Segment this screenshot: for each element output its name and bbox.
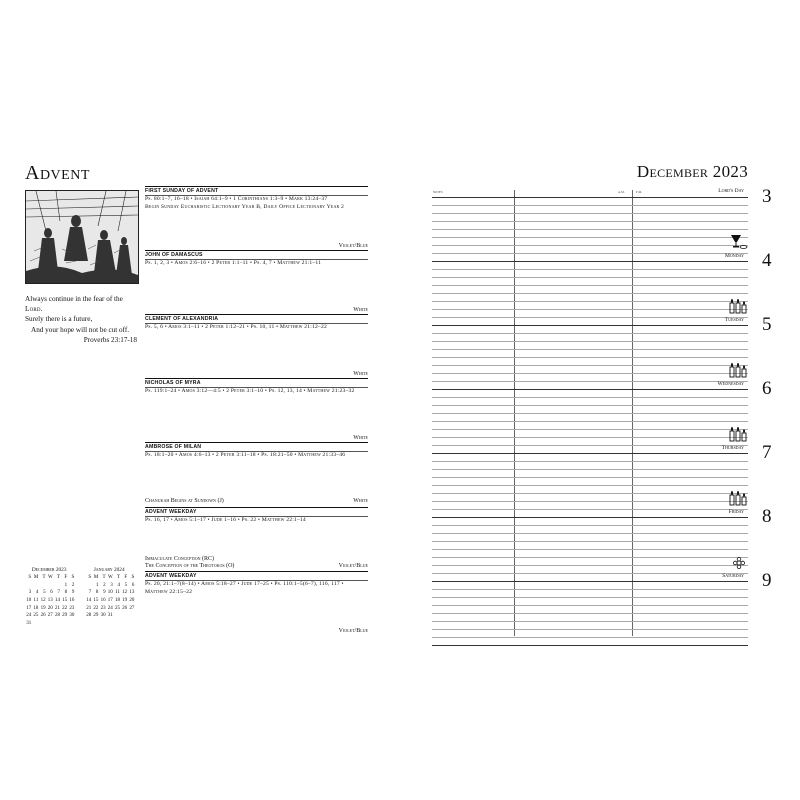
writing-line — [432, 637, 748, 638]
date-cell — [24, 582, 31, 590]
date-cell: 19 — [40, 605, 46, 611]
writing-line — [432, 373, 748, 374]
day-number: 3 — [762, 186, 772, 207]
menorah-candles-icon — [728, 490, 748, 506]
date-cell: 2 — [71, 582, 75, 588]
lectionary-day-block — [145, 571, 368, 637]
scripture-verse — [25, 294, 137, 345]
date-cell: 2 — [103, 582, 106, 588]
writing-line — [432, 365, 748, 366]
date-cell: 10 — [26, 598, 32, 604]
day-separator-line — [432, 261, 748, 262]
day-name: Wednesday — [717, 381, 744, 387]
day-number: 6 — [762, 378, 772, 399]
writing-line — [432, 541, 748, 542]
feast-title: NICHOLAS OF MYRA — [145, 380, 201, 386]
date-cell — [127, 612, 134, 620]
page-title: Advent — [25, 162, 90, 184]
weekday-header: W — [48, 575, 53, 581]
mini-calendar-title: January 2024 — [93, 567, 125, 573]
writing-line — [432, 301, 748, 302]
date-cell: 22 — [62, 605, 68, 611]
date-cell — [46, 620, 53, 628]
writing-line — [432, 277, 748, 278]
verse-reference: Proverbs 23:17-18 — [83, 335, 137, 344]
lectionary-day-block — [145, 507, 368, 571]
lectionary-day-block — [145, 314, 368, 378]
reading-list: Ps. 119:1–24 • Amos 3:12—4:5 • 2 Peter 3:1–10 • Ps. 12, 13, 14 • Matthew 21:23–32 — [145, 388, 355, 394]
notes-column-label: notes — [433, 190, 443, 194]
day-separator-line — [432, 645, 748, 646]
date-cell: 8 — [64, 590, 68, 596]
menorah-candles-icon — [728, 362, 748, 378]
date-cell: 16 — [69, 598, 75, 604]
date-cell — [38, 582, 45, 590]
date-cell: 11 — [33, 598, 39, 604]
date-cell: 7 — [88, 590, 92, 596]
date-cell: 28 — [54, 613, 60, 619]
mini-calendar-title: December 2023 — [31, 567, 67, 573]
day-name: Tuesday — [724, 317, 744, 323]
day-separator-line — [432, 453, 748, 454]
date-cell: 14 — [86, 598, 92, 604]
date-cell: 17 — [26, 605, 32, 611]
verse-line: Always continue in the fear of the — [25, 295, 123, 303]
day-number: 5 — [762, 314, 772, 335]
writing-line — [432, 605, 748, 606]
date-cell: 6 — [131, 582, 135, 588]
date-cell — [84, 582, 91, 590]
liturgical-color: White — [353, 498, 368, 504]
writing-line — [432, 493, 748, 494]
date-cell: 4 — [35, 590, 39, 596]
feast-title: AMBROSE OF MILAN — [145, 444, 202, 450]
weekday-header: S — [88, 575, 92, 581]
date-cell — [31, 620, 38, 628]
weekday-header: M — [33, 575, 39, 581]
date-cell: 9 — [71, 590, 75, 596]
feast-title: ADVENT WEEKDAY — [145, 573, 197, 579]
date-cell: 19 — [122, 598, 128, 604]
date-cell: 31 — [107, 613, 113, 619]
writing-line — [432, 333, 748, 334]
date-cell: 5 — [43, 590, 46, 596]
chalice-icon — [728, 234, 748, 250]
date-cell: 12 — [40, 598, 46, 604]
liturgical-color: White — [353, 371, 368, 377]
verse-line: Lord. — [25, 305, 43, 314]
day-name: Thursday — [721, 445, 744, 451]
date-cell: 27 — [129, 605, 135, 611]
rose-icon — [732, 556, 746, 570]
liturgical-color: White — [353, 435, 368, 441]
writing-line — [432, 213, 748, 214]
date-cell: 21 — [86, 605, 92, 611]
date-cell: 29 — [62, 613, 68, 619]
date-cell: 7 — [57, 590, 60, 596]
writing-line — [432, 357, 748, 358]
date-cell: 27 — [47, 613, 53, 619]
feast-title: FIRST SUNDAY OF ADVENT — [145, 188, 219, 194]
day-name: Lord's Day — [718, 188, 744, 194]
writing-line — [432, 621, 748, 622]
date-cell: 30 — [69, 613, 75, 619]
date-cell: 26 — [122, 605, 128, 611]
date-cell: 23 — [69, 605, 75, 611]
feast-title: CLEMENT OF ALEXANDRIA — [145, 316, 219, 322]
date-cell: 15 — [62, 598, 68, 604]
observance-note: Immaculate Conception (RC) — [145, 556, 214, 562]
writing-line — [432, 293, 748, 294]
reading-list: Ps. 16, 17 • Amos 5:1–17 • Jude 1–16 • Ps. 22 • Matthew 22:1–14 — [145, 517, 306, 523]
date-cell: 1 — [95, 582, 99, 588]
reading-list: Ps. 20, 21:1–7(8–14) • Amos 5:18–27 • Jude 17–25 • Ps. 110:1–5(6–7), 116, 117 • Matthew 22:15–22 — [145, 581, 344, 595]
weekday-header: M — [93, 575, 99, 581]
writing-line — [432, 221, 748, 222]
date-cell: 13 — [129, 590, 135, 596]
date-cell: 28 — [86, 613, 92, 619]
writing-line — [432, 549, 748, 550]
liturgical-color: Violet/Blue — [338, 563, 368, 569]
weekday-header: T — [102, 575, 106, 581]
writing-line — [432, 525, 748, 526]
date-cell: 15 — [93, 598, 99, 604]
date-cell: 25 — [33, 613, 39, 619]
writing-line — [432, 613, 748, 614]
reading-list: Ps. 5, 6 • Amos 3:1–11 • 2 Peter 1:12–21 • Ps. 10, 11 • Matthew 21:12–22 — [145, 324, 327, 330]
day-name: Monday — [725, 253, 744, 259]
date-cell: 26 — [40, 613, 46, 619]
month-title: December 2023 — [636, 162, 748, 181]
weekday-header: F — [64, 575, 68, 581]
verse-line: Surely there is a future, — [25, 315, 93, 324]
day-name: Friday — [728, 509, 744, 515]
am-column-label: a.m. — [618, 190, 625, 194]
verse-line: And your hope will not be cut off. — [31, 325, 130, 334]
lectionary-day-block — [145, 442, 368, 506]
nativity-engraving-image — [25, 190, 139, 284]
date-cell — [46, 582, 53, 590]
day-separator-line — [432, 197, 748, 198]
weekday-header: T — [116, 575, 120, 581]
date-cell: 3 — [28, 590, 32, 596]
date-cell: 17 — [107, 598, 113, 604]
writing-line — [432, 253, 748, 254]
day-number: 7 — [762, 442, 772, 463]
weekday-header: T — [56, 575, 60, 581]
writing-line — [432, 485, 748, 486]
day-separator-line — [432, 325, 748, 326]
feast-title: JOHN OF DAMASCUS — [145, 252, 203, 258]
date-cell: 1 — [64, 582, 68, 588]
writing-line — [432, 573, 748, 574]
writing-line — [432, 405, 748, 406]
writing-line — [432, 205, 748, 206]
writing-line — [432, 557, 748, 558]
day-number: 4 — [762, 250, 772, 271]
menorah-candles-icon — [728, 298, 748, 314]
observance-note: Chanukah Begins at Sundown (J) — [145, 498, 224, 504]
mini-calendar-december-2023 — [24, 567, 74, 627]
date-cell: 9 — [103, 590, 106, 596]
day-separator-line — [432, 389, 748, 390]
date-cell: 12 — [122, 590, 128, 596]
writing-line — [432, 437, 748, 438]
writing-line — [432, 229, 748, 230]
liturgical-color: Violet/Blue — [338, 243, 368, 249]
writing-line — [432, 501, 748, 502]
date-cell — [67, 620, 74, 628]
weekday-header: S — [28, 575, 32, 581]
writing-line — [432, 461, 748, 462]
writing-line — [432, 421, 748, 422]
date-cell: 6 — [50, 590, 53, 596]
date-cell — [120, 612, 127, 620]
date-cell: 22 — [93, 605, 99, 611]
day-separator-line — [432, 581, 748, 582]
writing-line — [432, 237, 748, 238]
writing-line — [432, 565, 748, 566]
writing-line — [432, 269, 748, 270]
writing-line — [432, 349, 748, 350]
date-cell — [38, 620, 45, 628]
reading-list: Ps. 18:1–20 • Amos 4:6–13 • 2 Peter 3:11–18 • Ps. 18:21–50 • Matthew 21:33–46 — [145, 452, 346, 458]
liturgical-color: Violet/Blue — [338, 628, 368, 634]
writing-line — [432, 509, 748, 510]
writing-line — [432, 285, 748, 286]
weekday-header: W — [108, 575, 113, 581]
mini-calendar-january-2024 — [84, 567, 134, 620]
observance-note: The Conception of the Theotokos (O) — [145, 563, 235, 569]
writing-line — [432, 597, 748, 598]
date-cell: 5 — [124, 582, 128, 588]
day-name: Saturday — [722, 573, 744, 579]
lectionary-day-block — [145, 250, 368, 314]
writing-line — [432, 477, 748, 478]
date-cell — [113, 612, 120, 620]
date-cell — [53, 620, 60, 628]
date-cell: 24 — [107, 605, 113, 611]
lectionary-day-block — [145, 378, 368, 442]
writing-line — [432, 445, 748, 446]
writing-line — [432, 589, 748, 590]
pm-column-label: p.m. — [636, 190, 643, 194]
writing-line — [432, 245, 748, 246]
writing-line — [432, 397, 748, 398]
day-separator-line — [432, 517, 748, 518]
menorah-candles-icon — [728, 426, 748, 442]
day-number: 8 — [762, 506, 772, 527]
liturgical-color: White — [353, 307, 368, 313]
writing-line — [432, 413, 748, 414]
feast-title: ADVENT WEEKDAY — [145, 509, 197, 515]
writing-line — [432, 381, 748, 382]
date-cell: 13 — [47, 598, 53, 604]
reading-list: Ps. 80:1–7, 16–18 • Isaiah 64:1–9 • 1 Corinthians 1:3–9 • Mark 13:24–37 — [145, 196, 328, 202]
date-cell: 11 — [115, 590, 120, 596]
day-number: 9 — [762, 570, 772, 591]
reading-list: Ps. 1, 2, 3 • Amos 2:6–16 • 2 Peter 1:1–11 • Ps. 4, 7 • Matthew 21:1–11 — [145, 260, 322, 266]
date-cell: 3 — [110, 582, 113, 588]
date-cell: 21 — [54, 605, 60, 611]
date-cell: 29 — [93, 613, 99, 619]
date-cell: 20 — [47, 605, 53, 611]
date-cell: 23 — [100, 605, 106, 611]
date-cell: 4 — [117, 582, 120, 588]
lectionary-day-block — [145, 186, 368, 250]
date-cell: 16 — [100, 598, 106, 604]
date-cell: 31 — [26, 620, 32, 626]
writing-line — [432, 317, 748, 318]
date-cell — [31, 582, 38, 590]
weekday-header: S — [71, 575, 75, 581]
date-cell: 20 — [129, 598, 135, 604]
date-cell: 18 — [114, 598, 120, 604]
weekday-header: F — [124, 575, 128, 581]
date-cell: 10 — [107, 590, 113, 596]
weekday-header: T — [42, 575, 46, 581]
writing-line — [432, 341, 748, 342]
date-cell — [60, 620, 67, 628]
date-cell: 14 — [54, 598, 60, 604]
date-cell: 8 — [95, 590, 99, 596]
weekday-header: S — [131, 575, 135, 581]
lectionary-note: Begin Sunday Eucharistic Lectionary Year B, Daily Office Lectionary Year 2 — [145, 204, 344, 210]
date-cell: 25 — [114, 605, 120, 611]
date-cell: 30 — [100, 613, 106, 619]
date-cell: 18 — [33, 605, 39, 611]
writing-line — [432, 429, 748, 430]
writing-line — [432, 533, 748, 534]
writing-line — [432, 629, 748, 630]
writing-line — [432, 469, 748, 470]
date-cell — [53, 582, 60, 590]
date-cell: 24 — [26, 613, 32, 619]
writing-line — [432, 309, 748, 310]
